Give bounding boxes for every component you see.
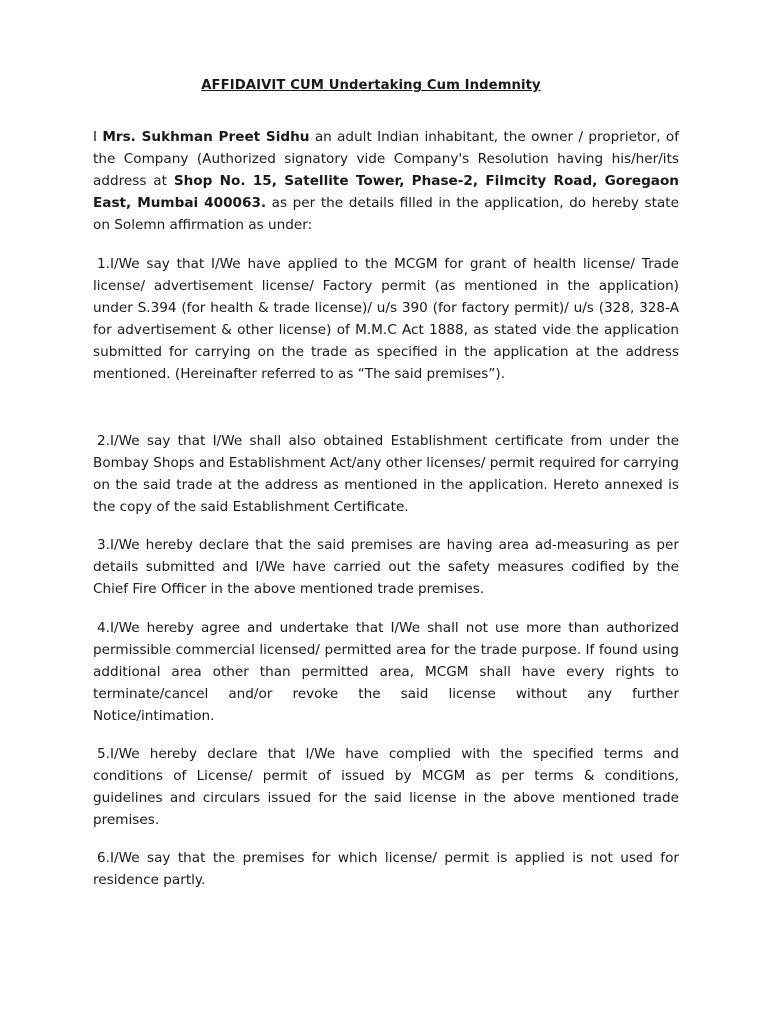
clause-text: I/We hereby declare that the said premises are having area ad-measuring as per details submitted and I/We have carried out the safety measures codified by the Chief Fire Officer in the above mentioned trade premises.: [93, 537, 679, 597]
clause-number: 4.: [97, 620, 110, 636]
clause-number: 2.: [97, 433, 110, 449]
document-title: AFFIDAIVIT CUM Undertaking Cum Indemnity: [201, 78, 541, 93]
intro-text-1: I: [93, 129, 103, 145]
clause-text: I/We say that I/We have applied to the MCGM for grant of health license/ Trade license/ advertisement license/ Factory permit (as mentioned in the application) under S.394 (for health & trade license)/ u/s 390 (for factory permit)/ u/s (328, 328-A for advertisement & other license) of M.M.C Act 1888, as stated vide the application submitted for carrying on the trade as specified in the application at the address mentioned. (Hereinafter referred to as “The said premises”).: [93, 256, 679, 382]
clause-text: I/We say that the premises for which license/ permit is applied is not used for residence partly.: [93, 850, 679, 888]
clause-number: 6.: [97, 850, 110, 866]
clause-5: [93, 743, 679, 831]
clause-text: I/We hereby agree and undertake that I/We shall not use more than authorized permissible commercial licensed/ permitted area for the trade purpose. If found using additional area other than permitted area, MCGM shall have every rights to terminate/cancel and/or revoke the said license without any further Notice/intimation.: [93, 620, 679, 724]
clause-6: [93, 847, 679, 891]
clause-number: 1.: [97, 256, 110, 272]
intro-text-3: as per the details filled in the application, do hereby state on Solemn affirmation as under:: [93, 195, 679, 233]
clause-4: [93, 617, 679, 727]
clause-text: I/We say that I/We shall also obtained Establishment certificate from under the Bombay Shops and Establishment Act/any other licenses/ permit required for carrying on the said trade at the address as mentioned in the application. Hereto annexed is the copy of the said Establishment Certificate.: [93, 433, 679, 515]
clause-3: [93, 534, 679, 600]
clause-2: [93, 430, 679, 518]
clause-number: 5.: [97, 746, 110, 762]
intro-text-2: an adult Indian inhabitant, the owner / proprietor, of the Company (Authorized signatory vide Company's Resolution having his/her/its address at: [93, 129, 679, 189]
intro-paragraph: [93, 126, 679, 236]
clause-number: 3.: [97, 537, 110, 553]
clause-text: I/We hereby declare that I/We have complied with the specified terms and conditions of License/ permit of issued by MCGM as per terms & conditions, guidelines and circulars issued for the said license in the above mentioned trade premises.: [93, 746, 679, 828]
deponent-name: Mrs. Sukhman Preet Sidhu: [102, 129, 310, 145]
clause-1: [93, 253, 679, 385]
premises-address: Shop No. 15, Satellite Tower, Phase-2, Filmcity Road, Goregaon East, Mumbai 400063.: [93, 173, 679, 211]
